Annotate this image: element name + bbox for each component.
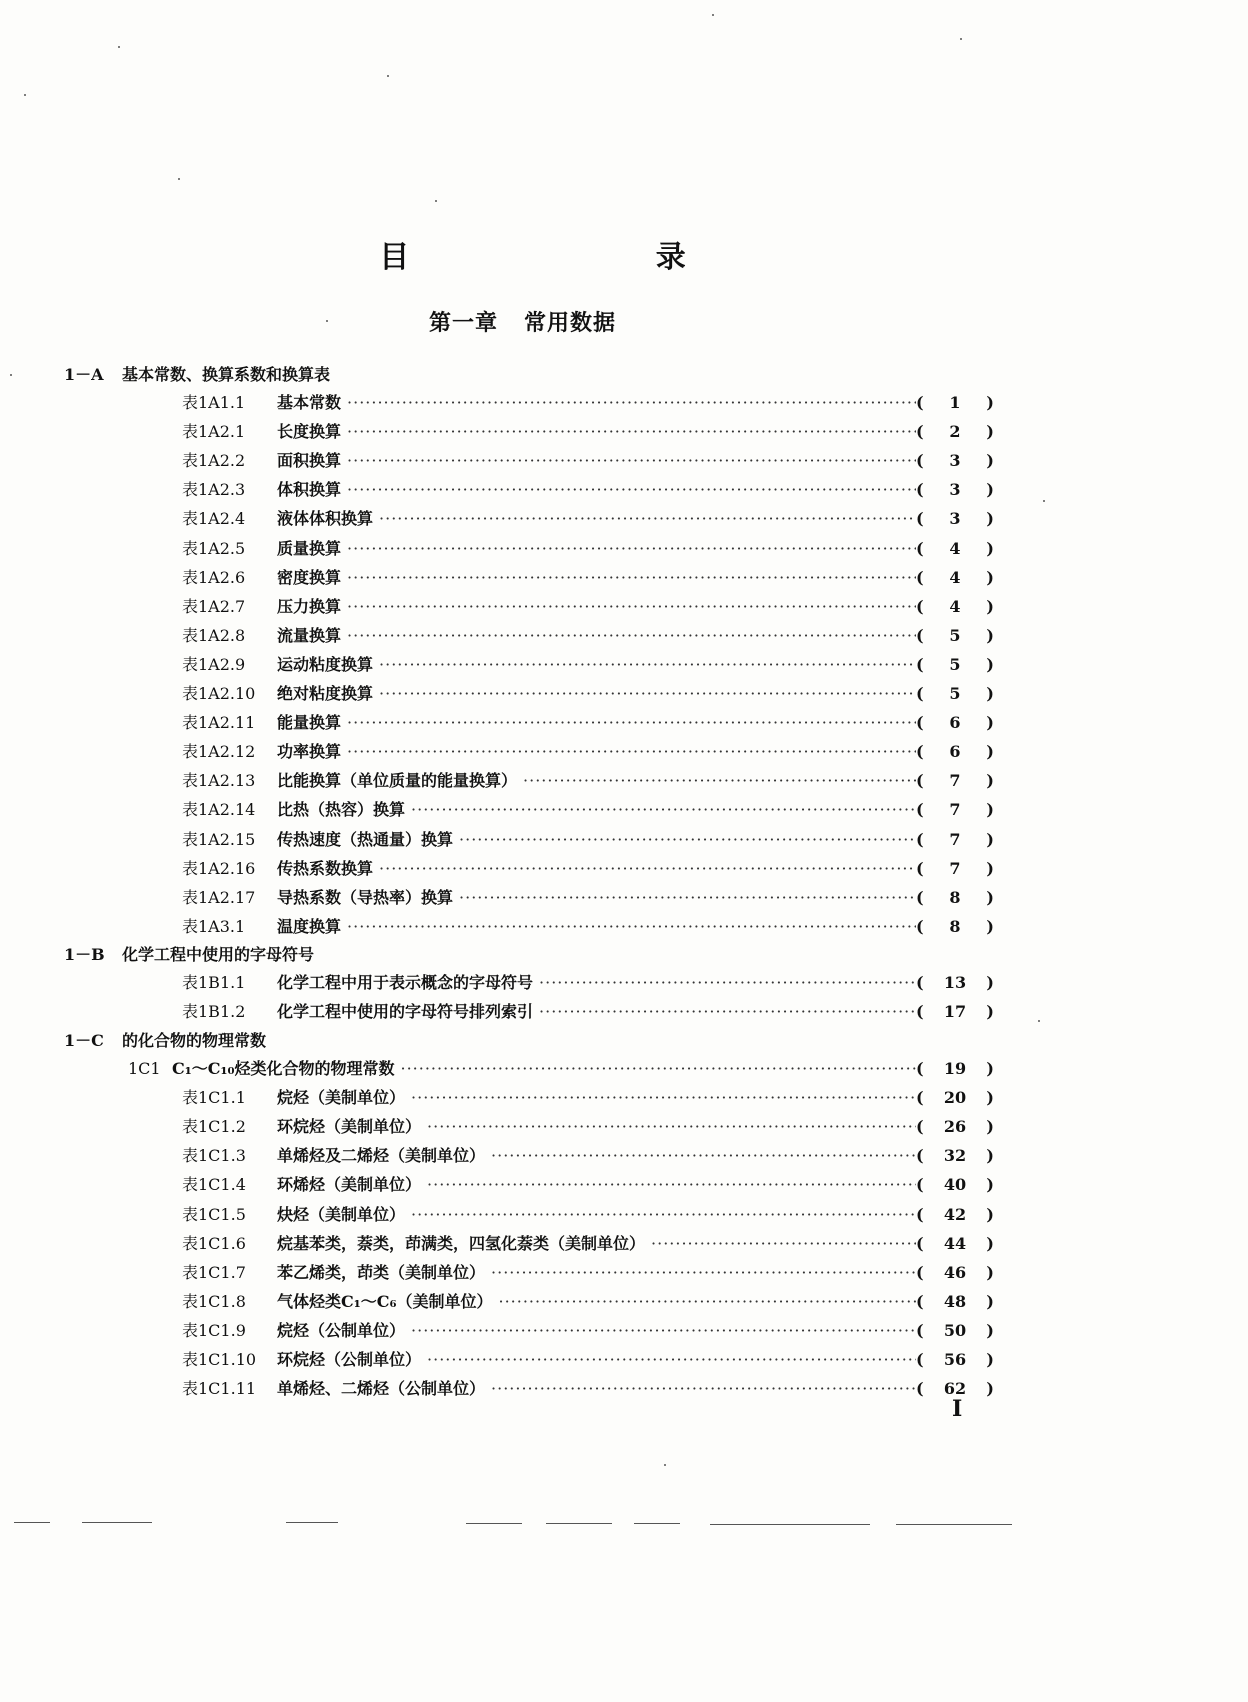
toc-entry	[182, 797, 994, 821]
paren-close: )	[986, 1204, 994, 1224]
toc-entry	[182, 739, 994, 763]
dot-leader	[347, 917, 916, 936]
page-number: 42	[943, 1204, 967, 1224]
paren-close: )	[986, 684, 994, 703]
paren-close: )	[986, 422, 994, 442]
toc-entry	[182, 1114, 994, 1138]
paren-close: )	[986, 1291, 994, 1311]
dot-leader	[427, 1175, 916, 1194]
toc-entry-label: 面积换算	[277, 451, 342, 471]
dot-leader	[427, 1350, 916, 1369]
toc-entry-code: 表1C1.8	[182, 1291, 246, 1311]
dot-leader	[491, 1263, 916, 1282]
scan-speck	[1043, 500, 1045, 502]
toc-entry-page	[916, 830, 994, 849]
toc-entry-code: 表1C1.3	[182, 1146, 246, 1166]
paren-close: )	[986, 1262, 994, 1282]
toc-entry-code: 表1C1.5	[182, 1204, 246, 1224]
toc-entry	[182, 506, 994, 530]
page-number: 48	[943, 1291, 967, 1311]
page-number: 5	[949, 654, 961, 674]
toc-entry	[182, 970, 994, 994]
toc-entry-page	[916, 973, 994, 992]
page-number: 5	[949, 684, 961, 703]
toc-entry-code: 表1B1.1	[182, 973, 246, 992]
toc-entry-code: 表1B1.2	[182, 1002, 246, 1022]
toc-entry	[182, 768, 994, 792]
toc-entry-label: 烷烃（美制单位）	[277, 1088, 406, 1108]
scan-speck	[712, 14, 714, 16]
toc-entry-page	[916, 1117, 994, 1136]
toc-entry-label: 环烷烃（美制单位）	[277, 1117, 422, 1137]
toc-entry-code: 表1C1.1	[182, 1088, 246, 1108]
paren-open: (	[916, 916, 924, 936]
scan-line	[286, 1522, 338, 1523]
toc-entry-label: 密度换算	[277, 567, 342, 587]
paren-open: (	[916, 451, 924, 471]
toc-entry	[182, 1318, 994, 1342]
toc-entry-code: 表1C1.2	[182, 1117, 246, 1137]
page-number: 46	[943, 1262, 967, 1282]
paren-close: )	[986, 1350, 994, 1369]
paren-close: )	[986, 771, 994, 791]
toc-entry	[182, 594, 994, 618]
scan-speck	[435, 200, 437, 202]
paren-close: )	[986, 509, 994, 529]
toc-entry-code: 表1A3.1	[182, 916, 246, 936]
paren-open: (	[916, 1291, 924, 1311]
toc-entry-page	[916, 539, 994, 558]
paren-close: )	[986, 1088, 994, 1108]
toc-entry-code: 表1A2.14	[182, 800, 256, 820]
section-code: 1－A	[64, 365, 104, 384]
paren-close: )	[986, 1059, 994, 1078]
scan-line	[14, 1522, 50, 1523]
paren-open: (	[916, 1088, 924, 1108]
scan-speck	[24, 94, 26, 96]
toc-entry-label: 气体烃类C₁～C₆（美制单位）	[277, 1291, 493, 1311]
paren-close: )	[986, 1320, 994, 1340]
section-heading	[64, 942, 314, 965]
paren-close: )	[986, 393, 994, 412]
paren-close: )	[986, 1002, 994, 1022]
toc-entry	[182, 536, 994, 560]
toc-entry-page	[916, 451, 994, 470]
section-code: 1－B	[64, 945, 105, 964]
toc-entry	[182, 1289, 994, 1313]
toc-entry	[182, 1143, 994, 1167]
scan-line	[466, 1523, 522, 1524]
toc-entry-label: 化学工程中用于表示概念的字母符号	[277, 973, 534, 992]
toc-entry-label: 单烯烃及二烯烃（美制单位）	[277, 1146, 486, 1166]
paren-open: (	[916, 713, 924, 733]
toc-entry-code: 表1C1.7	[182, 1262, 246, 1282]
dot-leader	[379, 655, 916, 674]
toc-entry	[182, 681, 994, 705]
dot-leader	[491, 1379, 916, 1398]
toc-entry-code: 表1A1.1	[182, 393, 246, 412]
dot-leader	[459, 830, 916, 849]
paren-open: (	[916, 654, 924, 674]
toc-entry-code: 表1A2.7	[182, 596, 246, 616]
paren-open: (	[916, 1262, 924, 1282]
paren-open: (	[916, 1002, 924, 1022]
toc-entry-label: 传热速度（热通量）换算	[277, 829, 454, 849]
toc-entry-page	[916, 1059, 994, 1078]
toc-entry	[182, 710, 994, 734]
toc-entry	[182, 999, 994, 1023]
toc-entry-page	[916, 1205, 994, 1224]
toc-entry-code: 表1C1.10	[182, 1350, 257, 1369]
toc-entry-page	[916, 1175, 994, 1194]
page-number: 4	[949, 567, 961, 587]
scan-speck	[960, 38, 962, 40]
dot-leader	[411, 1321, 916, 1340]
paren-open: (	[916, 973, 924, 992]
toc-entry-code: 表1C1.4	[182, 1175, 246, 1195]
toc-entry-label: 压力换算	[277, 596, 342, 616]
toc-entry	[182, 885, 994, 909]
paren-open: (	[916, 800, 924, 820]
paren-close: )	[986, 829, 994, 849]
toc-entry-code: 表1A2.4	[182, 509, 246, 529]
paren-close: )	[986, 742, 994, 762]
toc-entry-code: 表1A2.17	[182, 887, 256, 907]
toc-entry	[182, 827, 994, 851]
chapter-number: 第一章	[428, 310, 498, 336]
scan-speck	[387, 75, 389, 77]
toc-entry-page	[916, 568, 994, 587]
toc-entry-page	[916, 626, 994, 645]
paren-close: )	[986, 596, 994, 616]
page-number: 1	[949, 393, 961, 412]
toc-entry-page	[916, 393, 994, 412]
page-number: 26	[943, 1117, 967, 1137]
section-heading	[64, 1028, 266, 1051]
paren-open: (	[916, 1175, 924, 1195]
paren-close: )	[986, 451, 994, 471]
toc-entry-label: 运动粘度换算	[277, 654, 374, 674]
page-number: 4	[949, 538, 961, 558]
toc-entry-label: 比热（热容）换算	[277, 800, 406, 820]
toc-entry-page	[916, 1002, 994, 1021]
scan-line	[896, 1524, 1012, 1525]
paren-close: )	[986, 858, 994, 878]
toc-entry-label: 体积换算	[277, 480, 342, 500]
toc-entry-label: C₁～C₁₀烃类化合物的物理常数	[172, 1059, 395, 1078]
page-number: 7	[949, 858, 961, 878]
chapter-heading	[0, 306, 1045, 337]
toc-entry-page	[916, 771, 994, 790]
paren-open: (	[916, 771, 924, 791]
paren-close: )	[986, 1117, 994, 1137]
scan-speck	[10, 374, 12, 376]
paren-open: (	[916, 538, 924, 558]
dot-leader	[539, 973, 916, 992]
paren-open: (	[916, 1320, 924, 1340]
dot-leader	[347, 393, 916, 412]
dot-leader	[347, 539, 916, 558]
chapter-name: 常用数据	[524, 310, 617, 336]
page-number: 7	[949, 829, 961, 849]
toc-entry-page	[916, 859, 994, 878]
paren-close: )	[986, 973, 994, 992]
page-title: 目 录	[379, 240, 804, 275]
page-number: 8	[949, 887, 961, 907]
dot-leader	[499, 1292, 917, 1311]
toc-entry	[182, 1085, 994, 1109]
toc-entry	[182, 419, 994, 443]
toc-entry-label: 温度换算	[277, 916, 342, 936]
toc-entry-page	[916, 684, 994, 703]
toc-entry-code: 表1A2.2	[182, 451, 246, 471]
toc-entry-label: 化学工程中使用的字母符号排列索引	[277, 1002, 534, 1022]
paren-open: (	[916, 625, 924, 645]
paren-open: (	[916, 829, 924, 849]
toc-entry	[182, 1231, 994, 1255]
paren-close: )	[986, 713, 994, 733]
page-number: 56	[943, 1350, 967, 1369]
toc-entry-page	[916, 509, 994, 528]
toc-entry-code: 表1A2.15	[182, 829, 256, 849]
toc-entry	[182, 565, 994, 589]
toc-entry-label: 烷烃（公制单位）	[277, 1320, 406, 1340]
toc-entry-code: 表1A2.9	[182, 654, 246, 674]
page-number: 62	[943, 1379, 967, 1399]
dot-leader	[491, 1146, 916, 1165]
page-number: 3	[949, 509, 961, 529]
scan-line	[546, 1523, 612, 1524]
toc-entry-label: 单烯烃、二烯烃（公制单位）	[277, 1379, 486, 1399]
toc-entry-label: 传热系数换算	[277, 858, 374, 878]
dot-leader	[379, 684, 916, 703]
paren-open: (	[916, 1233, 924, 1253]
toc-entry	[182, 652, 994, 676]
dot-leader	[651, 1234, 916, 1253]
page-folio: I	[952, 1396, 963, 1422]
paren-open: (	[916, 422, 924, 442]
dot-leader	[411, 1205, 916, 1224]
toc-entry	[182, 914, 994, 938]
toc-entry	[182, 1260, 994, 1284]
toc-entry-code: 表1A2.12	[182, 742, 256, 762]
paren-close: )	[986, 1233, 994, 1253]
toc-entry-code: 表1A2.3	[182, 480, 246, 500]
paren-close: )	[986, 1175, 994, 1195]
scan-speck	[664, 1464, 666, 1466]
scan-line	[710, 1524, 870, 1525]
paren-close: )	[986, 625, 994, 645]
paren-close: )	[986, 1146, 994, 1166]
section-name: 化学工程中使用的字母符号	[122, 945, 315, 964]
scan-speck	[178, 178, 180, 180]
scan-speck	[1038, 1020, 1040, 1022]
paren-open: (	[916, 480, 924, 500]
toc-entry-page	[916, 1321, 994, 1340]
dot-leader	[411, 800, 916, 819]
paren-open: (	[916, 509, 924, 529]
page-number: 17	[943, 1002, 967, 1022]
paren-open: (	[916, 1379, 924, 1399]
paren-open: (	[916, 1350, 924, 1369]
page-number: 40	[943, 1175, 967, 1195]
page-number: 8	[949, 916, 961, 936]
toc-entry-label: 烷基苯类，萘类，茚满类，四氢化萘类（美制单位）	[277, 1233, 646, 1253]
paren-close: )	[986, 916, 994, 936]
page-number: 13	[943, 973, 967, 992]
toc-entry-label: 液体体积换算	[277, 509, 374, 529]
page-number: 44	[943, 1233, 967, 1253]
toc-entry-label: 质量换算	[277, 538, 342, 558]
dot-leader	[347, 742, 916, 761]
dot-leader	[347, 451, 916, 470]
paren-open: (	[916, 1204, 924, 1224]
toc-entry	[182, 448, 994, 472]
toc-entry-page	[916, 597, 994, 616]
toc-entry-code: 表1A2.16	[182, 858, 256, 878]
toc-entry-page	[916, 422, 994, 441]
toc-entry-code: 表1C1.9	[182, 1320, 246, 1340]
toc-entry-code: 表1A2.1	[182, 422, 246, 442]
toc-entry-page	[916, 1088, 994, 1107]
page-number: 7	[949, 771, 961, 791]
paren-open: (	[916, 887, 924, 907]
scan-speck	[118, 46, 120, 48]
paren-close: )	[986, 567, 994, 587]
toc-entry-page	[916, 1146, 994, 1165]
toc-entry-label: 环烯烃（美制单位）	[277, 1175, 422, 1195]
toc-entry-page	[916, 1292, 994, 1311]
toc-entry-label: 功率换算	[277, 742, 342, 762]
toc-entry-label: 基本常数	[277, 393, 342, 412]
toc-entry-page	[916, 742, 994, 761]
toc-entry-label: 流量换算	[277, 625, 342, 645]
page-number: 19	[943, 1059, 967, 1078]
paren-open: (	[916, 1117, 924, 1137]
page-number: 2	[949, 422, 961, 442]
paren-close: )	[986, 538, 994, 558]
dot-leader	[459, 888, 916, 907]
scan-line	[82, 1522, 152, 1523]
toc-entry	[182, 1376, 994, 1400]
dot-leader	[427, 1117, 916, 1136]
toc-entry-label: 导热系数（导热率）换算	[277, 887, 454, 907]
page-number: 4	[949, 596, 961, 616]
toc-entry	[182, 856, 994, 880]
page-number: 3	[949, 480, 961, 500]
page-number: 50	[943, 1320, 967, 1340]
dot-leader	[347, 480, 916, 499]
dot-leader	[379, 859, 916, 878]
toc-entry	[182, 390, 994, 414]
dot-leader	[347, 713, 916, 732]
paren-open: (	[916, 1146, 924, 1166]
dot-leader	[379, 509, 916, 528]
toc-entry-page	[916, 1350, 994, 1369]
dot-leader	[411, 1088, 916, 1107]
page-number: 6	[949, 713, 961, 733]
toc-entry	[182, 1202, 994, 1226]
toc-entry-code: 表1A2.11	[182, 713, 256, 733]
paren-open: (	[916, 567, 924, 587]
toc-entry-page	[916, 713, 994, 732]
section-code: 1－C	[64, 1031, 104, 1050]
dot-leader	[401, 1059, 917, 1078]
page-number: 3	[949, 451, 961, 471]
paren-open: (	[916, 684, 924, 703]
paren-close: )	[986, 654, 994, 674]
toc-entry-label: 能量换算	[277, 713, 342, 733]
scan-speck	[326, 320, 328, 322]
scan-line	[634, 1523, 680, 1524]
toc-entry-code: 表1A2.6	[182, 567, 246, 587]
toc-entry	[182, 1172, 994, 1196]
toc-entry-label: 比能换算（单位质量的能量换算）	[277, 771, 518, 791]
toc-entry-code: 表1A2.5	[182, 538, 246, 558]
toc-entry-code: 1C1	[128, 1059, 161, 1078]
page-number: 20	[943, 1088, 967, 1108]
toc-entry-label: 苯乙烯类，茚类（美制单位）	[277, 1262, 486, 1282]
toc-entry-code: 表1A2.13	[182, 771, 256, 791]
paren-close: )	[986, 480, 994, 500]
toc-entry-code: 表1A2.8	[182, 625, 246, 645]
section-name: 的化合物的物理常数	[122, 1031, 267, 1050]
toc-entry-label: 绝对粘度换算	[277, 684, 374, 703]
toc-entry-label: 炔烃（美制单位）	[277, 1204, 406, 1224]
toc-entry-page	[916, 800, 994, 819]
dot-leader	[347, 422, 916, 441]
toc-entry-code: 表1C1.11	[182, 1379, 257, 1399]
dot-leader	[539, 1002, 916, 1021]
paren-open: (	[916, 596, 924, 616]
page-number: 5	[949, 625, 961, 645]
toc-entry	[182, 1347, 994, 1371]
page-number: 32	[943, 1146, 967, 1166]
toc-entry-page	[916, 1234, 994, 1253]
paren-close: )	[986, 887, 994, 907]
section-heading	[64, 362, 330, 385]
toc-entry-page	[916, 888, 994, 907]
dot-leader	[347, 568, 916, 587]
toc-entry-label: 长度换算	[277, 422, 342, 442]
toc-entry-page	[916, 917, 994, 936]
toc-entry-page	[916, 480, 994, 499]
paren-close: )	[986, 1379, 994, 1399]
paren-open: (	[916, 1059, 924, 1078]
toc-entry-page	[916, 655, 994, 674]
paren-close: )	[986, 800, 994, 820]
toc-entry	[182, 623, 994, 647]
paren-open: (	[916, 393, 924, 412]
page-number: 6	[949, 742, 961, 762]
page-number: 7	[949, 800, 961, 820]
section-name: 基本常数、换算系数和换算表	[122, 365, 331, 384]
dot-leader	[347, 626, 916, 645]
toc-entry	[128, 1056, 994, 1080]
toc-entry-code: 表1A2.10	[182, 684, 256, 703]
paren-open: (	[916, 858, 924, 878]
toc-entry-code: 表1C1.6	[182, 1233, 246, 1253]
dot-leader	[523, 771, 916, 790]
toc-entry-page	[916, 1263, 994, 1282]
dot-leader	[347, 597, 916, 616]
toc-entry-label: 环烷烃（公制单位）	[277, 1350, 422, 1369]
toc-entry	[182, 477, 994, 501]
paren-open: (	[916, 742, 924, 762]
